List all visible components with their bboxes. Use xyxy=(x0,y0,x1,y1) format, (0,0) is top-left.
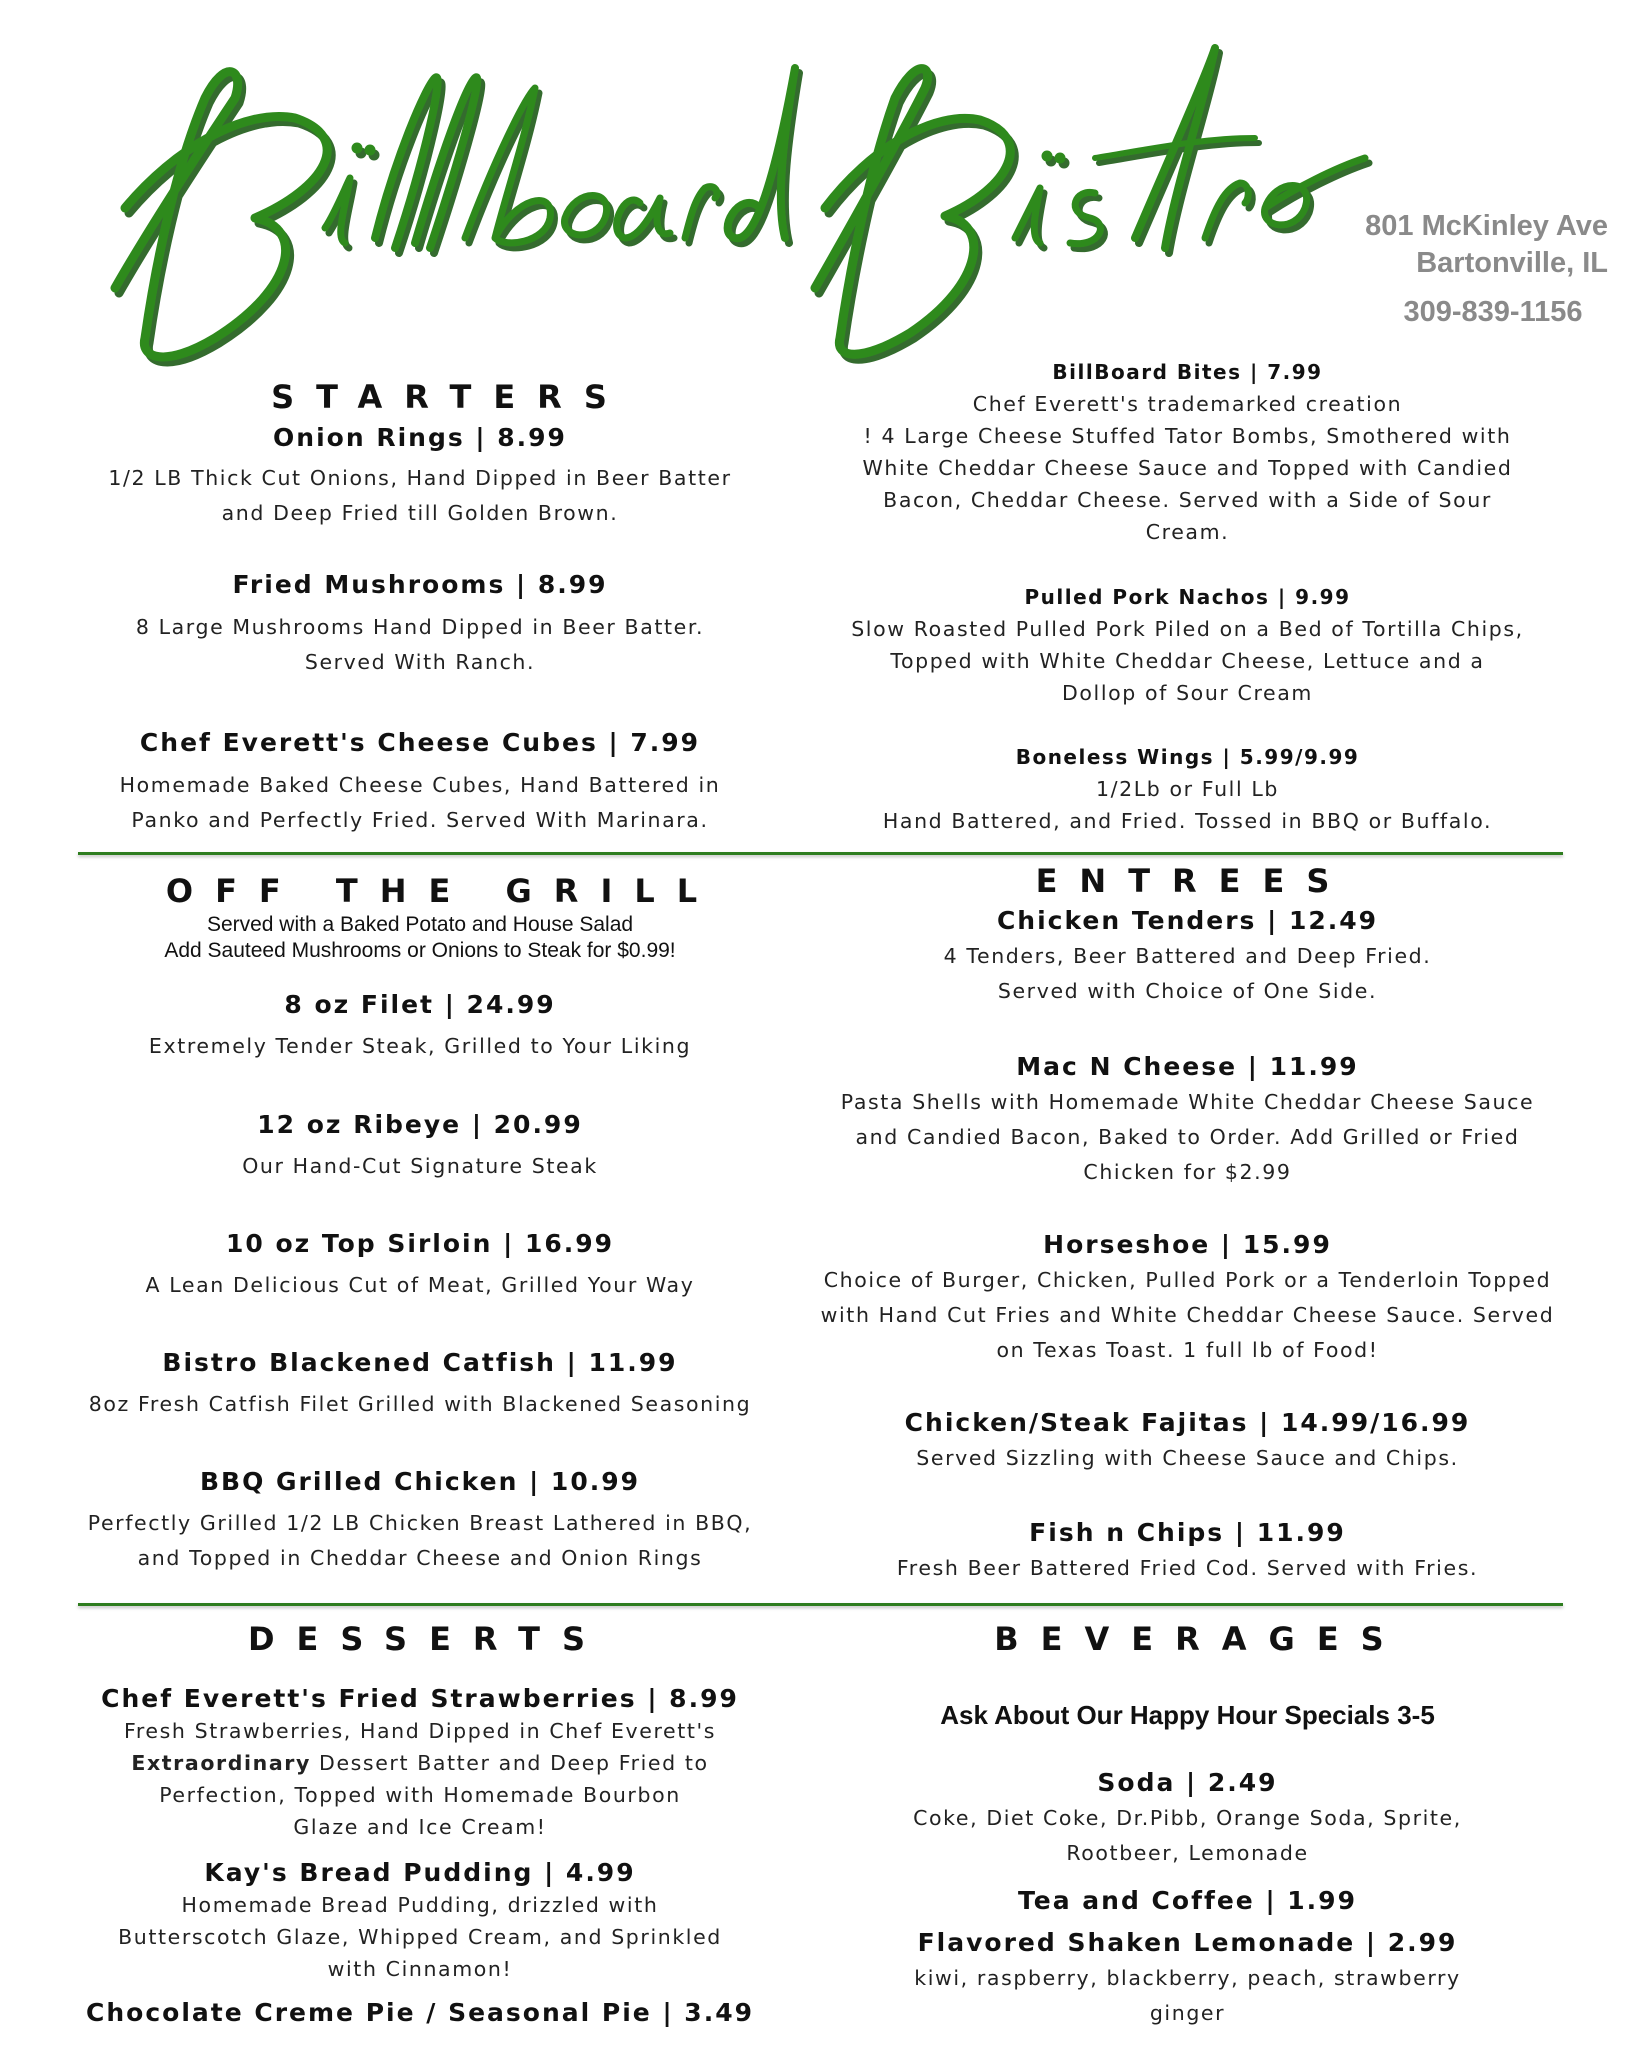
item-name: 12 oz Ribeye | 20.99 xyxy=(257,1110,583,1139)
section-title-beverages: BEVERAGES xyxy=(994,1620,1406,1658)
desc-line: Served Sizzling with Cheese Sauce and Chips. xyxy=(916,1446,1459,1470)
desc-line: Rootbeer, Lemonade xyxy=(1066,1841,1309,1865)
menu-item xyxy=(55,1998,785,2027)
starters-right xyxy=(820,360,1555,850)
desc-line: Panko and Perfectly Fried. Served With Marinara. xyxy=(131,808,709,832)
menu-item xyxy=(55,1858,785,1985)
grill-note xyxy=(55,912,785,964)
desc-line: Homemade Bread Pudding, drizzled with xyxy=(181,1893,659,1917)
menu-item xyxy=(820,360,1555,384)
item-desc xyxy=(820,613,1555,709)
desc-line: and Deep Fried till Golden Brown. xyxy=(221,501,619,525)
menu-item xyxy=(820,745,1555,769)
desc-line: 8 Large Mushrooms Hand Dipped in Beer Batter. xyxy=(135,615,705,639)
desc-line: Coke, Diet Coke, Dr.Pibb, Orange Soda, Sprite, xyxy=(913,1806,1462,1830)
desc-line: Slow Roasted Pulled Pork Piled on a Bed of Tortilla Chips, xyxy=(851,617,1524,641)
menu-item xyxy=(820,1408,1555,1476)
desc-line: Homemade Baked Cheese Cubes, Hand Battered in xyxy=(119,773,721,797)
menu-item xyxy=(55,570,785,599)
desc-line: Glaze and Ice Cream! xyxy=(293,1815,547,1839)
item-name: Pulled Pork Nachos | 9.99 xyxy=(1024,585,1351,609)
menu-item xyxy=(820,1886,1555,1915)
section-title-entrees: ENTREES xyxy=(1035,862,1352,900)
desc-line: 1/2 LB Thick Cut Onions, Hand Dipped in Beer Batter xyxy=(108,466,732,490)
desc-line: Hand Battered, and Fried. Tossed in BBQ or Buffalo. xyxy=(882,809,1493,833)
address-block xyxy=(1268,208,1608,331)
desc-line: 4 Tenders, Beer Battered and Deep Fried. xyxy=(943,944,1432,968)
happy-hour-note: Ask About Our Happy Hour Specials 3-5 xyxy=(940,1700,1435,1730)
menu-item xyxy=(820,1928,1555,2031)
item-name: Tea and Coffee | 1.99 xyxy=(1018,1886,1357,1915)
desc-line: Fresh Beer Battered Fried Cod. Served with Fries. xyxy=(896,1556,1479,1580)
item-desc: Extremely Tender Steak, Grilled to Your Liking xyxy=(148,1034,692,1058)
menu-item xyxy=(820,1518,1555,1586)
desc-line: ginger xyxy=(1149,2001,1226,2025)
item-name: Onion Rings | 8.99 xyxy=(273,423,567,452)
item-name: Boneless Wings | 5.99/9.99 xyxy=(1015,745,1360,769)
item-desc: and Topped in Cheddar Cheese and Onion Rings xyxy=(137,1546,703,1570)
item-desc xyxy=(55,768,785,838)
section-title-starters: STARTERS xyxy=(271,378,629,416)
item-name: Horseshoe | 15.99 xyxy=(1043,1230,1332,1259)
item-name: Chef Everett's Cheese Cubes | 7.99 xyxy=(139,728,701,757)
menu-item xyxy=(55,1684,785,1843)
address-city: Bartonville, IL xyxy=(1416,247,1608,279)
desc-line: Fresh Strawberries, Hand Dipped in Chef Everett's xyxy=(123,1719,717,1743)
desc-line: on Texas Toast. 1 full lb of Food! xyxy=(996,1338,1379,1362)
entrees-section xyxy=(820,862,1555,1602)
desc-line: ! 4 Large Cheese Stuffed Tator Bombs, Smothered with xyxy=(863,424,1512,448)
item-name: BBQ Grilled Chicken | 10.99 xyxy=(199,1467,641,1496)
item-name: Chocolate Creme Pie / Seasonal Pie | 3.49 xyxy=(86,1998,754,2027)
grill-section xyxy=(55,872,785,1602)
desc-line: kiwi, raspberry, blackberry, peach, strawberry xyxy=(914,1966,1461,1990)
desc-line: Served with Choice of One Side. xyxy=(997,979,1378,1003)
menu-item xyxy=(55,1110,785,1184)
bold-word: Extraordinary xyxy=(131,1751,311,1775)
desc-line: Bacon, Cheddar Cheese. Served with a Side of Sour xyxy=(883,488,1492,512)
desc-line: with Cinnamon! xyxy=(327,1957,513,1981)
desc-line: Pasta Shells with Homemade White Cheddar Cheese Sauce xyxy=(840,1090,1535,1114)
desc-line: Perfection, Topped with Homemade Bourbon xyxy=(159,1783,681,1807)
item-name: Soda | 2.49 xyxy=(1097,1768,1278,1797)
beverages-section xyxy=(820,1620,1555,2040)
desc-rest: Dessert Batter and Deep Fried to xyxy=(310,1751,709,1775)
desc-line: Chef Everett's trademarked creation xyxy=(972,392,1403,416)
section-divider xyxy=(78,852,1563,855)
menu-item xyxy=(55,990,785,1064)
item-name: Mac N Cheese | 11.99 xyxy=(1016,1052,1359,1081)
item-name: Bistro Blackened Catfish | 11.99 xyxy=(162,1348,678,1377)
item-name: 10 oz Top Sirloin | 16.99 xyxy=(225,1229,615,1258)
menu-item xyxy=(820,906,1555,1009)
desc-line: 1/2Lb or Full Lb xyxy=(1095,777,1280,801)
item-name: 8 oz Filet | 24.99 xyxy=(284,990,556,1019)
menu-item xyxy=(820,585,1555,609)
menu-item xyxy=(820,1768,1555,1871)
item-name: Chicken/Steak Fajitas | 14.99/16.99 xyxy=(904,1408,1471,1437)
menu-item xyxy=(55,423,785,452)
section-title-grill: OFF THE GRILL xyxy=(165,872,720,910)
desc-line: with Hand Cut Fries and White Cheddar Cheese Sauce. Served xyxy=(820,1303,1555,1327)
desc-line xyxy=(55,1747,785,1779)
desc-line: Butterscotch Glaze, Whipped Cream, and Sprinkled xyxy=(118,1925,722,1949)
item-desc: A Lean Delicious Cut of Meat, Grilled Your Way xyxy=(145,1273,695,1297)
item-desc xyxy=(820,388,1555,548)
menu-item xyxy=(55,1467,785,1576)
item-name: Flavored Shaken Lemonade | 2.99 xyxy=(917,1928,1458,1957)
logo xyxy=(95,38,1395,368)
menu-item xyxy=(820,1052,1555,1190)
desc-line: Topped with White Cheddar Cheese, Lettuce and a xyxy=(890,649,1485,673)
desc-line: Served With Ranch. xyxy=(304,650,536,674)
desc-line: Dollop of Sour Cream xyxy=(1062,681,1313,705)
desserts-section xyxy=(55,1620,785,2040)
desc-line: Cream. xyxy=(1145,520,1230,544)
phone-number: 309-839-1156 xyxy=(1403,296,1583,328)
menu-item xyxy=(820,1230,1555,1368)
item-name: Chef Everett's Fried Strawberries | 8.99 xyxy=(101,1684,739,1713)
item-name: Fried Mushrooms | 8.99 xyxy=(232,570,608,599)
desc-line: and Candied Bacon, Baked to Order. Add Grilled or Fried xyxy=(855,1125,1520,1149)
item-name: Chicken Tenders | 12.49 xyxy=(996,906,1379,935)
item-name: Fish n Chips | 11.99 xyxy=(1029,1518,1346,1547)
menu-item xyxy=(55,728,785,757)
item-desc: Perfectly Grilled 1/2 LB Chicken Breast Lathered in BBQ, xyxy=(87,1511,753,1535)
starters-left xyxy=(55,378,785,848)
item-desc: Our Hand-Cut Signature Steak xyxy=(242,1154,598,1178)
address-street: 801 McKinley Ave xyxy=(1365,210,1608,242)
item-name: BillBoard Bites | 7.99 xyxy=(1052,360,1323,384)
item-desc: 8oz Fresh Catfish Filet Grilled with Blackened Seasoning xyxy=(88,1392,752,1416)
menu-item xyxy=(55,1229,785,1303)
menu-item xyxy=(55,1348,785,1422)
desc-line: Choice of Burger, Chicken, Pulled Pork or a Tenderloin Topped xyxy=(823,1268,1552,1292)
logo-script xyxy=(95,38,1395,368)
desc-line: Chicken for $2.99 xyxy=(1083,1160,1292,1184)
item-desc xyxy=(55,610,785,680)
item-desc xyxy=(55,461,785,531)
desc-line: White Cheddar Cheese Sauce and Topped with Candied xyxy=(862,456,1513,480)
section-divider xyxy=(78,1603,1563,1606)
note-line: Add Sauteed Mushrooms or Onions to Steak for $0.99! xyxy=(164,939,676,962)
item-name: Kay's Bread Pudding | 4.99 xyxy=(204,1858,636,1887)
item-desc xyxy=(820,773,1555,837)
section-title-desserts: DESSERTS xyxy=(247,1620,607,1658)
note-line: Served with a Baked Potato and House Salad xyxy=(206,913,634,936)
